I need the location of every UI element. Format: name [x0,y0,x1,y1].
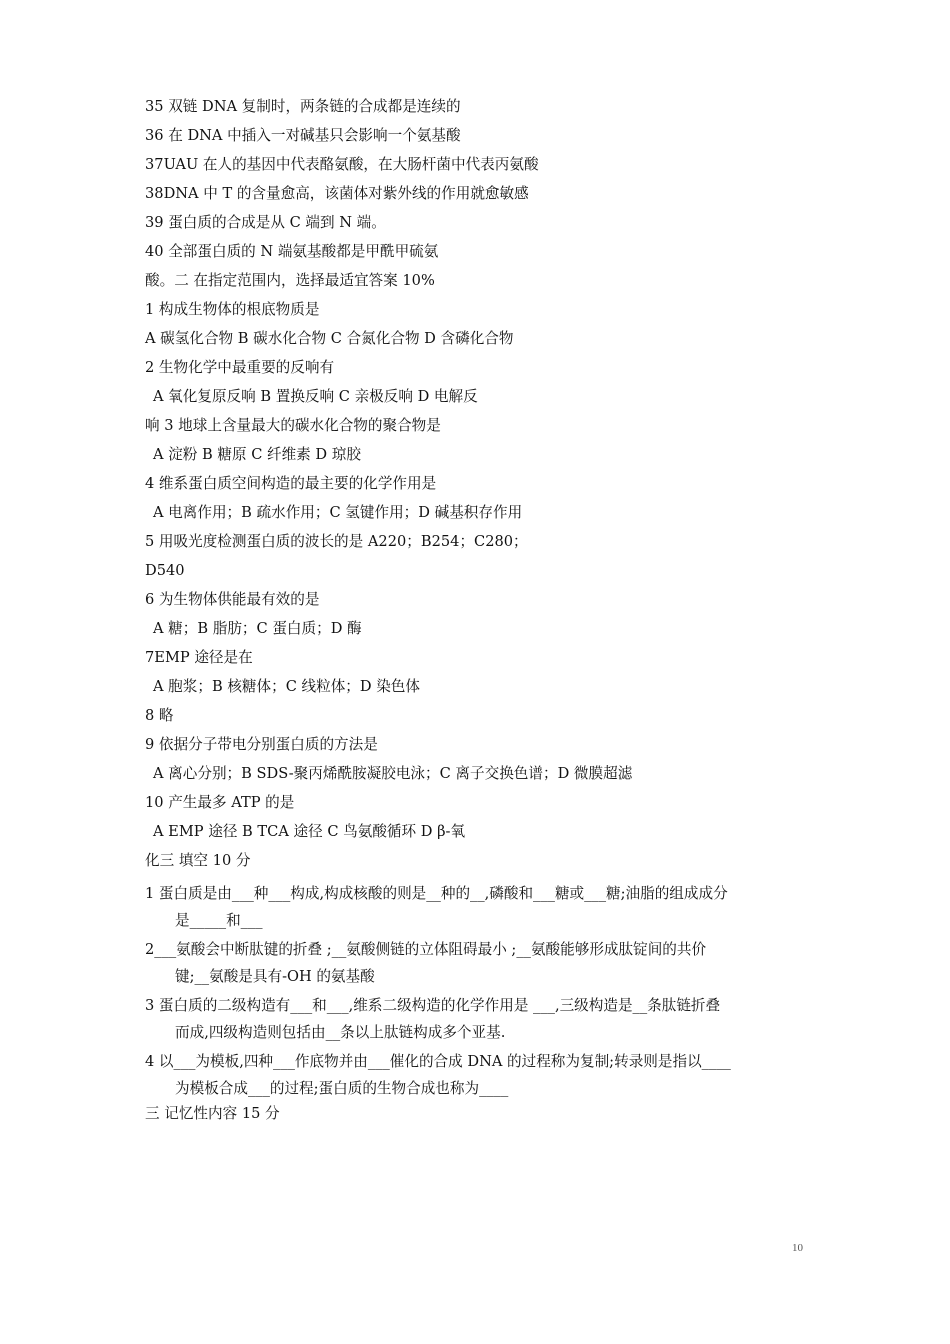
fill-item-3 [145,992,825,1046]
options-6: A 糖；B 脂肪；C 蛋白质；D 酶 [153,620,362,637]
text-line: 40 全部蛋白质的 N 端氨基酸都是甲酰甲硫氨 [145,243,439,260]
fill-item-continuation: 是_____和___ [175,912,263,929]
options-1: A 碳氢化合物 B 碳水化合物 C 合氮化合物 D 含磷化合物 [145,330,514,347]
page-number: 10 [792,1242,803,1254]
fill-item-text: 3 蛋白质的二级构造有___和___,维系二级构造的化学作用是 ___,三级构造是__条肽链折叠 [145,997,721,1014]
fill-item-text: 4 以___为模板,四种___作底物并由___催化的合成 DNA 的过程称为复制;转录则是指以____ [145,1053,731,1070]
fill-item-text: 2___氨酸会中断肽键的折叠 ;__氨酸侧链的立体阻碍最小 ;__氨酸能够形成肽锭间的共价 [145,941,707,958]
section-heading-choice: 酸。二 在指定范围内，选择最适宜答案 10% [145,272,435,289]
text-line: 37UAU 在人的基因中代表酪氨酸，在大肠杆菌中代表丙氨酸 [145,156,539,173]
options-4: A 电离作用；B 疏水作用；C 氢键作用；D 碱基积存作用 [153,504,523,521]
question-5: 5 用吸光度检测蛋白质的波长的是 A220；B254；C280； [145,533,528,550]
question-8: 8 略 [145,707,174,724]
question-1: 1 构成生物体的根底物质是 [145,301,320,318]
text-line: 36 在 DNA 中插入一对碱基只会影响一个氨基酸 [145,127,461,144]
fill-item-2 [145,936,825,990]
fill-item-text: 1 蛋白质是由___种___构成,构成核酸的则是__种的__,磷酸和___糖或___糖;油脂的组成成分 [145,885,728,902]
question-7: 7EMP 途径是在 [145,649,253,666]
fill-item-continuation: 为模板合成___的过程;蛋白质的生物合成也称为____ [175,1080,509,1097]
section-heading-memory: 三 记忆性内容 15 分 [145,1105,280,1122]
question-2: 2 生物化学中最重要的反响有 [145,359,335,376]
question-3: 响 3 地球上含量最大的碳水化合物的聚合物是 [145,417,441,434]
text-line: 39 蛋白质的合成是从 C 端到 N 端。 [145,214,386,231]
text-line: 35 双链 DNA 复制时，两条链的合成都是连续的 [145,98,461,115]
fill-item-4 [145,1048,825,1102]
text-line: 38DNA 中 T 的含量愈高，该菌体对紫外线的作用就愈敏感 [145,185,529,202]
fill-item-continuation: 键;__氨酸是具有-OH 的氨基酸 [175,968,375,985]
fill-item-1 [145,880,825,934]
question-9: 9 依据分子带电分别蛋白质的方法是 [145,736,378,753]
question-4: 4 维系蛋白质空间构造的最主要的化学作用是 [145,475,437,492]
options-9: A 离心分别；B SDS-聚丙烯酰胺凝胶电泳；C 离子交换色谱；D 微膜超滤 [153,765,633,782]
options-7: A 胞浆；B 核糖体；C 线粒体；D 染色体 [153,678,420,695]
fill-item-continuation: 而成,四级构造则包括由__条以上肽链构成多个亚基. [175,1024,506,1041]
section-heading-fill: 化三 填空 10 分 [145,852,251,869]
options-3: A 淀粉 B 糖原 C 纤维素 D 琼胶 [153,446,361,463]
options-5-continued: D540 [145,562,185,579]
page-content [145,97,825,1133]
question-10: 10 产生最多 ATP 的是 [145,794,295,811]
options-2: A 氧化复原反响 B 置换反响 C 亲极反响 D 电解反 [153,388,478,405]
question-6: 6 为生物体供能最有效的是 [145,591,320,608]
options-10: A EMP 途径 B TCA 途径 C 鸟氨酸循环 D β-氧 [153,823,466,840]
